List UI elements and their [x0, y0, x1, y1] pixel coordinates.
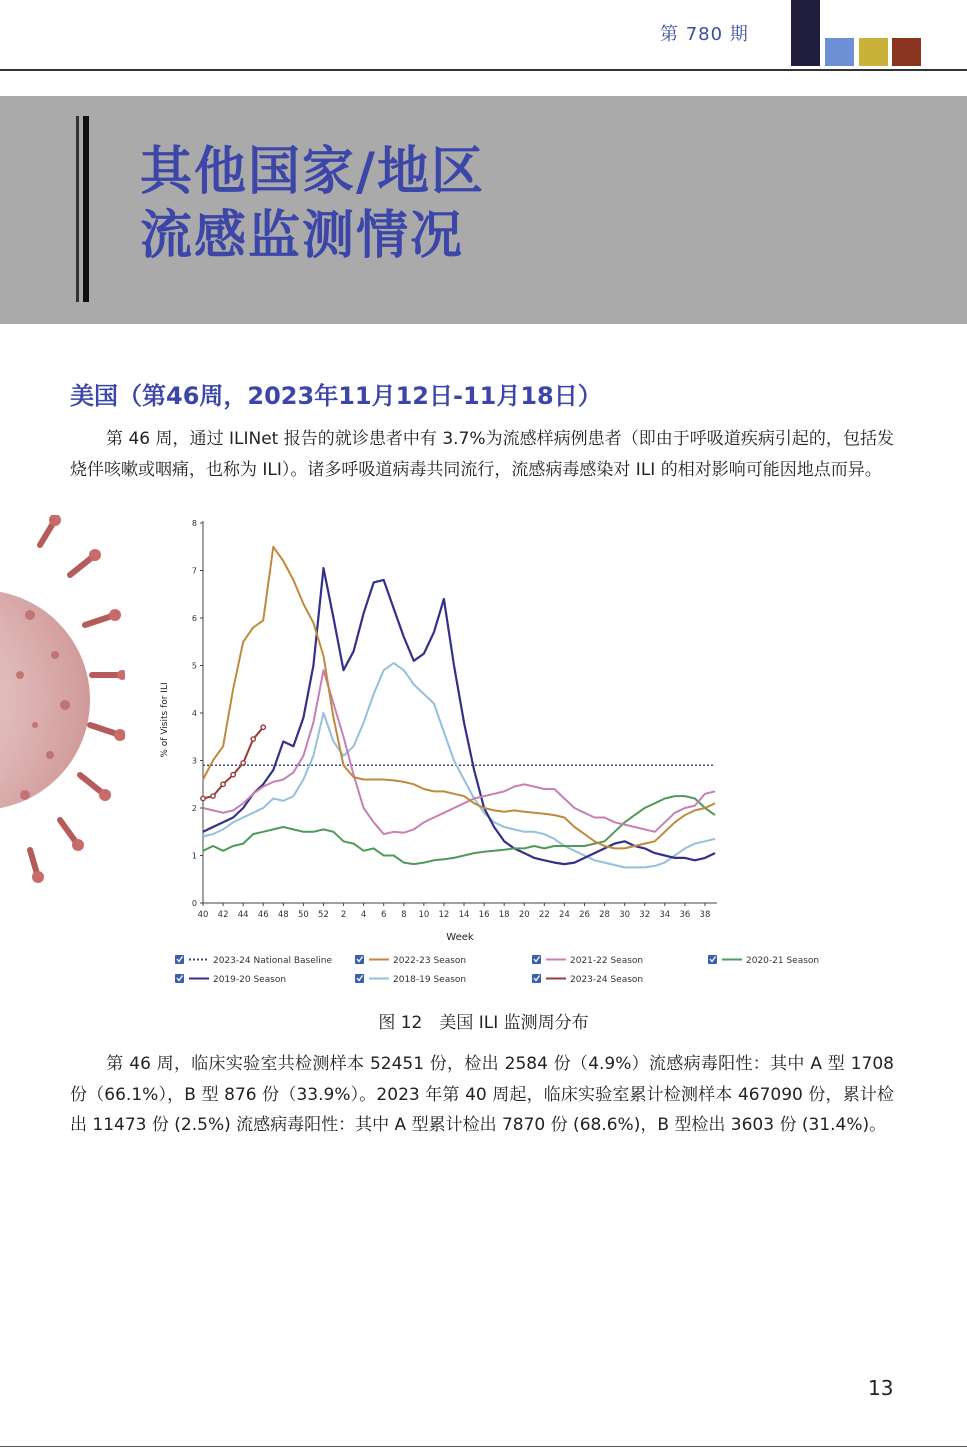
x-tick-label: 24 [558, 910, 570, 920]
legend-label: 2022-23 Season [393, 956, 467, 966]
legend-item [532, 974, 643, 985]
series-point [231, 773, 235, 777]
legend-label: 2023-24 National Baseline [213, 956, 332, 966]
banner-title [140, 140, 485, 268]
legend-checkbox [532, 955, 541, 964]
page-number: 13 [868, 1376, 894, 1400]
banner-title-line2: 流感监测情况 [140, 206, 465, 266]
y-tick-label: 7 [191, 566, 197, 576]
header-block-navy [791, 0, 820, 66]
paragraph-2-text: 第 46 周，临床实验室共检测样本 52451 份，检出 2584 份（4.9%）流感病毒阳性：其中 A 型 1708 份（66.1%），B 型 876 份（33.9%）。2023 年第 40 周起，临床实验室累计检测样本 467090 份，累计检出 11473 份 (2.5%) 流感病毒阳性：其中 A 型累计检出 7870 份 (68.6%)，B 型检出 3603 份 (31.4%)。 [70, 1054, 894, 1135]
x-tick-label: 52 [318, 910, 329, 920]
legend-checkbox [355, 974, 364, 983]
y-tick-label: 4 [191, 709, 197, 718]
x-tick-label: 12 [438, 910, 450, 920]
x-tick-label: 26 [579, 910, 590, 920]
legend-checkbox [708, 955, 717, 964]
y-tick-label: 6 [191, 614, 197, 623]
x-tick-label: 16 [478, 910, 490, 920]
y-tick-label: 8 [191, 519, 197, 528]
x-axis [198, 903, 717, 920]
legend-label: 2020-21 Season [746, 956, 820, 966]
x-tick-label: 10 [418, 910, 430, 920]
x-axis-label: Week [446, 932, 474, 943]
x-tick-label: 48 [277, 910, 289, 920]
legend-item [355, 955, 466, 966]
legend-checkbox [532, 974, 541, 983]
chart-legend [175, 955, 819, 985]
paragraph-2 [70, 1049, 894, 1141]
virus-illustration [0, 515, 125, 885]
series-point [261, 725, 265, 729]
header-block-blue [825, 38, 854, 66]
header-rule [0, 69, 967, 71]
x-tick-label: 14 [458, 910, 470, 920]
legend-checkbox [175, 974, 184, 983]
series-point [221, 782, 225, 786]
legend-label: 2018-19 Season [393, 975, 467, 985]
x-tick-label: 38 [699, 910, 711, 920]
x-tick-label: 22 [538, 910, 550, 920]
x-tick-label: 30 [619, 910, 631, 920]
banner-title-line1: 其他国家/地区 [140, 142, 485, 202]
footer-rule [0, 1446, 967, 1447]
figure-caption: 图 12 美国 ILI 监测周分布 [378, 1013, 589, 1033]
legend-item [532, 955, 643, 966]
legend-label: 2019-20 Season [213, 975, 287, 985]
y-tick-label: 2 [191, 804, 197, 813]
legend-checkbox [175, 955, 184, 964]
x-tick-label: 18 [498, 910, 510, 920]
x-tick-label: 36 [679, 910, 691, 920]
x-tick-label: 34 [659, 910, 671, 920]
x-tick-label: 28 [599, 910, 610, 920]
x-tick-label: 50 [297, 910, 309, 920]
banner-accent-bar [76, 116, 79, 302]
legend-checkbox [355, 955, 364, 964]
issue-number: 第 780 期 [660, 24, 749, 45]
header-block-gold [859, 38, 888, 66]
header-block-brown [892, 38, 921, 66]
x-tick-label: 42 [217, 910, 229, 920]
banner-accent-bar-thick [83, 116, 89, 302]
y-tick-label: 0 [191, 899, 197, 908]
series-point [201, 796, 205, 800]
series-line [203, 568, 715, 864]
y-tick-label: 1 [191, 851, 197, 861]
y-axis [192, 519, 203, 908]
section-heading: 美国（第46周，2023年11月12日-11月18日） [70, 382, 602, 410]
paragraph-1-text: 第 46 周，通过 ILINet 报告的就诊患者中有 3.7%为流感样病例患者（即由于呼吸道疾病引起的，包括发烧伴咳嗽或咽痛，也称为 ILI）。诸多呼吸道病毒共同流行，流感病毒感染对 ILI 的相对影响可能因地点而异。 [70, 429, 894, 480]
y-axis-label: % of Visits for ILI [160, 682, 170, 758]
legend-label: 2023-24 Season [570, 975, 644, 985]
legend-item [708, 955, 819, 966]
series-point [211, 794, 215, 798]
legend-item [175, 955, 332, 966]
legend-item [175, 974, 286, 985]
x-tick-label: 2 [340, 910, 347, 920]
x-tick-label: 4 [360, 910, 367, 920]
x-tick-label: 6 [380, 910, 387, 920]
x-tick-label: 44 [237, 910, 249, 920]
y-tick-label: 5 [191, 661, 197, 671]
paragraph-1 [70, 424, 894, 485]
x-tick-label: 40 [197, 910, 209, 920]
x-tick-label: 32 [639, 910, 651, 920]
legend-label: 2021-22 Season [570, 956, 644, 966]
series-point [241, 761, 245, 765]
legend-item [355, 974, 466, 985]
ili-line-chart [155, 510, 855, 1000]
series-point [251, 737, 255, 741]
x-tick-label: 8 [401, 910, 407, 920]
y-tick-label: 3 [191, 756, 197, 766]
series-lines [201, 547, 715, 868]
x-tick-label: 46 [257, 910, 269, 920]
x-tick-label: 20 [518, 910, 530, 920]
